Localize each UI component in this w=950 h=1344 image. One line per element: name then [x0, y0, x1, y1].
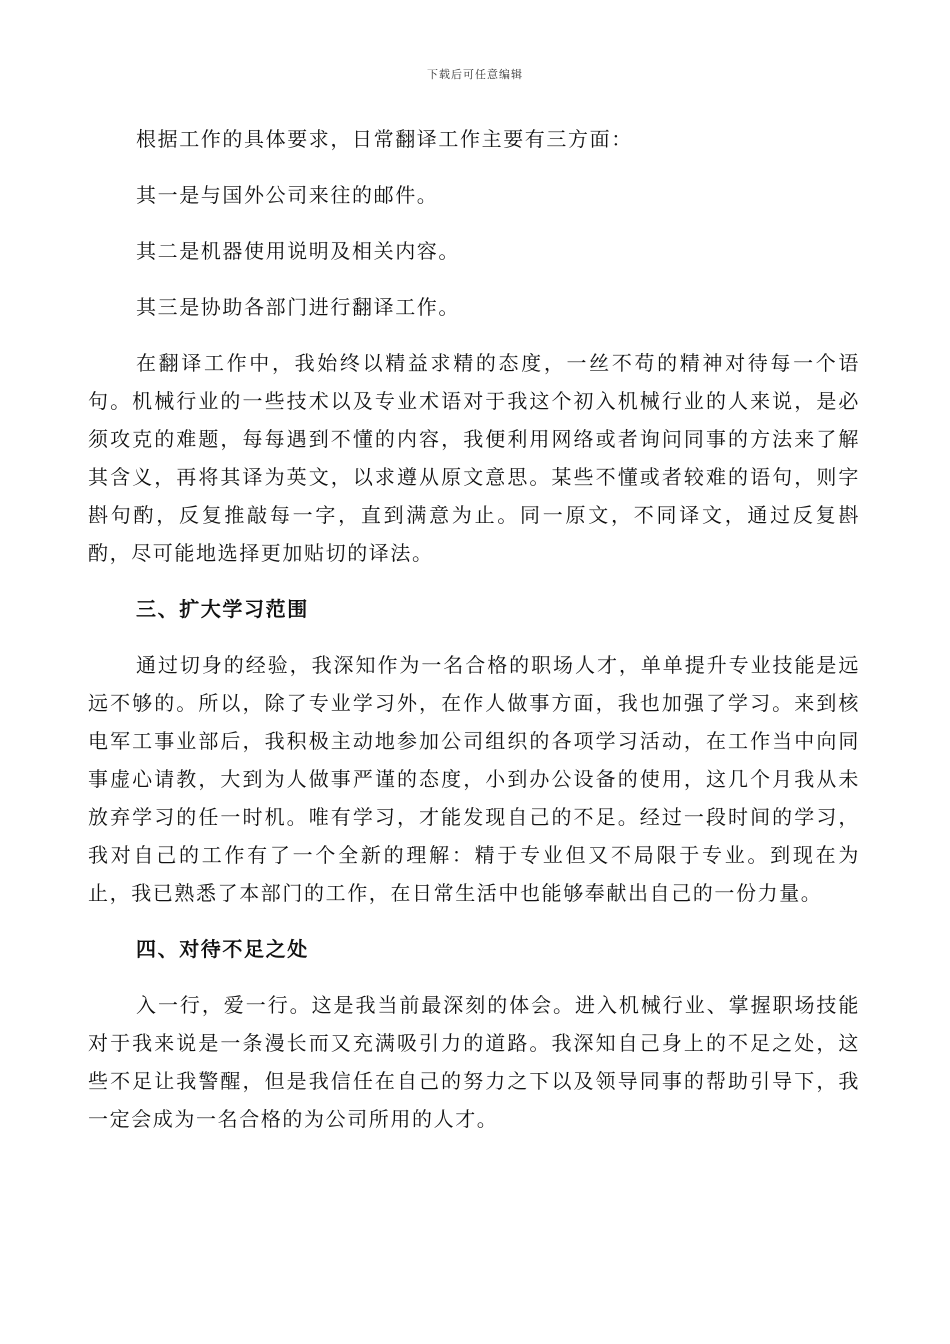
section-heading-3: 三、扩大学习范围: [136, 597, 309, 621]
list-item-2: 其二是机器使用说明及相关内容。: [136, 239, 460, 263]
intro-line: 根据工作的具体要求，日常翻译工作主要有三方面：: [136, 127, 633, 151]
spacer: [88, 572, 860, 590]
spacer: [88, 270, 860, 288]
spacer: [88, 158, 860, 176]
spacer: [88, 968, 860, 986]
section-heading-4: 四、对待不足之处: [136, 937, 309, 961]
spacer: [88, 326, 860, 344]
header-note: 下载后可任意编辑: [427, 68, 523, 81]
paragraph-learning: 通过切身的经验，我深知作为一名合格的职场人才，单单提升专业技能是远远不够的。所以，除了专业学习外，在作人做事方面，我也加强了学习。来到核电军工事业部后，我积极主动地参加公司组织的各项学习活动，在工作当中向同事虚心请教，大到为人做事严谨的态度，小到办公设备的使用，这几个月我从未放弃学习的任一时机。唯有学习，才能发现自己的不足。经过一段时间的学习，我对自己的工作有了一个全新的理解：精于专业但又不局限于专业。到现在为止，我已熟悉了本部门的工作，在日常生活中也能够奉献出自己的一份力量。: [88, 653, 860, 905]
spacer: [88, 214, 860, 232]
spacer: [88, 912, 860, 930]
paragraph-shortcomings: 入一行，爱一行。这是我当前最深刻的体会。进入机械行业、掌握职场技能对于我来说是一条漫长而又充满吸引力的道路。我深知自己身上的不足之处，这些不足让我警醒，但是我信任在自己的努力之下以及领导同事的帮助引导下，我一定会成为一名合格的为公司所用的人才。: [88, 993, 860, 1131]
document-body: [88, 120, 860, 1138]
spacer: [88, 628, 860, 646]
paragraph-translation: 在翻译工作中，我始终以精益求精的态度，一丝不苟的精神对待每一个语句。机械行业的一些技术以及专业术语对于我这个初入机械行业的人来说，是必须攻克的难题，每每遇到不懂的内容，我便利用网络或者询问同事的方法来了解其含义，再将其译为英文，以求遵从原文意思。某些不懂或者较难的语句，则字斟句酌，反复推敲每一字，直到满意为止。同一原文，不同译文，通过反复斟酌，尽可能地选择更加贴切的译法。: [88, 351, 860, 565]
list-item-1: 其一是与国外公司来往的邮件。: [136, 183, 439, 207]
list-item-3: 其三是协助各部门进行翻译工作。: [136, 295, 460, 319]
